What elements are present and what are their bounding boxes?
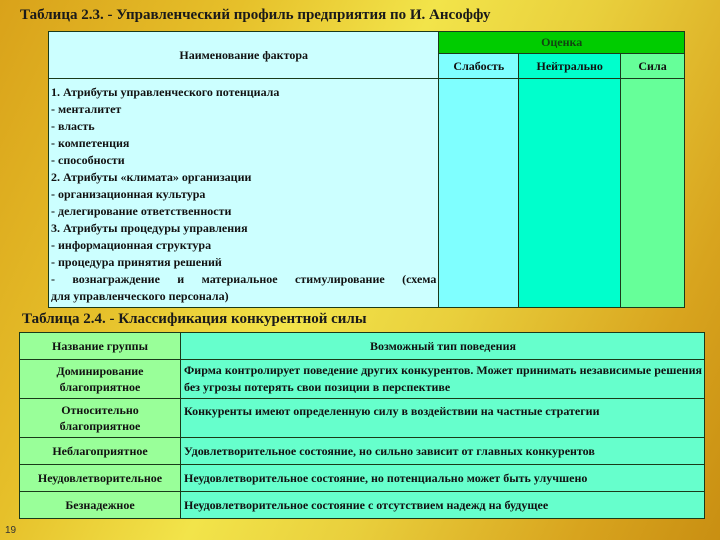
- factor-line: - менталитет: [51, 102, 122, 116]
- weakness-cell: [439, 79, 519, 308]
- group-name: Относительно благоприятное: [20, 399, 181, 438]
- factor-line: - процедура принятия решений: [51, 255, 222, 269]
- table-row: [20, 492, 705, 519]
- header-weakness: Слабость: [439, 54, 519, 79]
- factor-line: - способности: [51, 153, 125, 167]
- header-factor-name: Наименование фактора: [49, 32, 439, 79]
- header-group-name: Название группы: [20, 333, 181, 360]
- management-profile-table: [48, 31, 685, 308]
- behavior-text: Конкуренты имеют определенную силу в воздействии на частные стратегии: [181, 399, 705, 438]
- table2-title: Таблица 2.4. - Классификация конкурентной силы: [22, 311, 367, 327]
- group-name: Безнадежное: [20, 492, 181, 519]
- factor-list-cell: [49, 79, 439, 308]
- factor-line: 1. Атрибуты управленческого потенциала: [51, 85, 280, 99]
- behavior-text: Фирма контролирует поведение других конкурентов. Может принимать независимые решения без угрозы потерять свои позиции в перспективе: [181, 360, 705, 399]
- header-neutral: Нейтрально: [519, 54, 621, 79]
- strength-cell: [621, 79, 685, 308]
- group-name: Неудовлетворительное: [20, 465, 181, 492]
- behavior-text: Неудовлетворительное состояние, но потенциально может быть улучшено: [181, 465, 705, 492]
- behavior-text: Удовлетворительное состояние, но сильно зависит от главных конкурентов: [181, 438, 705, 465]
- factor-line: 2. Атрибуты «климата» организации: [51, 170, 252, 184]
- table-row: [20, 399, 705, 438]
- factor-line: - организационная культура: [51, 187, 206, 201]
- group-name: Доминирование благоприятное: [20, 360, 181, 399]
- table1-title: Таблица 2.3. - Управленческий профиль предприятия по И. Ансоффу: [20, 7, 491, 23]
- page-number: 19: [5, 525, 17, 536]
- group-name: Неблагоприятное: [20, 438, 181, 465]
- factor-line: - информационная структура: [51, 238, 212, 252]
- competitive-strength-table: [19, 332, 705, 519]
- factor-line: для управленческого персонала): [51, 289, 229, 303]
- neutral-cell: [519, 79, 621, 308]
- header-behavior: Возможный тип поведения: [181, 333, 705, 360]
- factor-line: - вознаграждение и материальное стимулирование (схема: [51, 272, 437, 286]
- header-strength: Сила: [621, 54, 685, 79]
- factor-line: - делегирование ответственности: [51, 204, 232, 218]
- factor-line: - компетенция: [51, 136, 130, 150]
- table-row: [20, 438, 705, 465]
- behavior-text: Неудовлетворительное состояние с отсутствием надежд на будущее: [181, 492, 705, 519]
- table-row: [20, 360, 705, 399]
- factor-line: - власть: [51, 119, 95, 133]
- table-row: [20, 465, 705, 492]
- header-score: Оценка: [439, 32, 685, 54]
- factor-line: 3. Атрибуты процедуры управления: [51, 221, 248, 235]
